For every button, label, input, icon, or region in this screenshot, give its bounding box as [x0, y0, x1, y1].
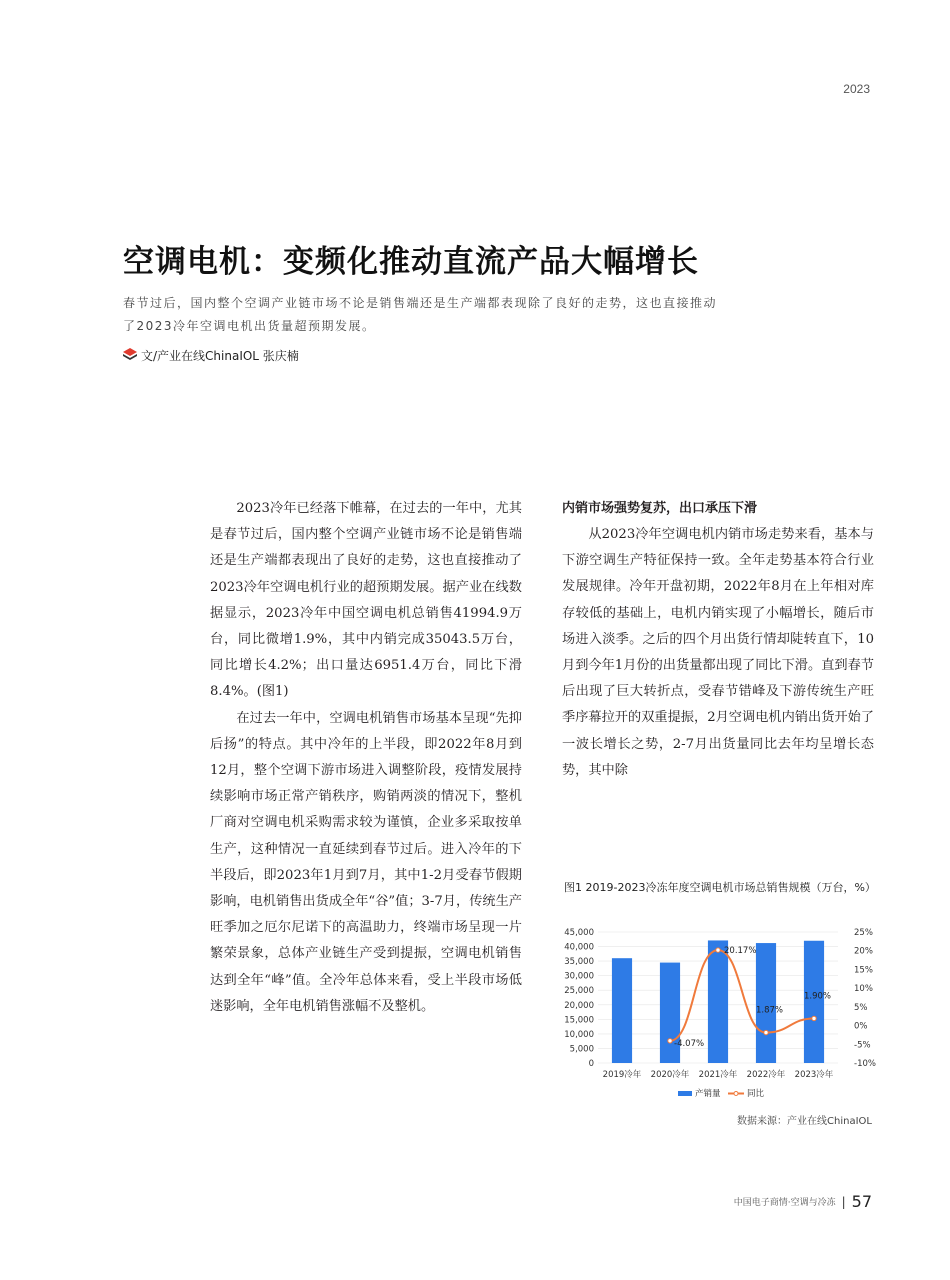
y-left-tick-label: 0	[588, 1059, 594, 1069]
line-point	[812, 1016, 816, 1020]
page-number: 57	[851, 1192, 872, 1211]
line-point	[764, 1030, 768, 1034]
bar	[804, 941, 824, 1063]
line-point	[668, 1039, 672, 1043]
paragraph: 在过去一年中，空调电机销售市场基本呈现“先抑后扬”的特点。其中冷年的上半段，即2022年8月到12月，整个空调下游市场进入调整阶段，疫情发展持续影响市场正常产销秩序，购销两淡的情况下，整机厂商对空调电机采购需求较为谨慎，企业多采取按单生产，这种情况一直延续到春节过后。进入冷年的下半段后，即2023年1月到7月，其中1-2月受春节假期影响，电机销售出货成全年“谷”值；3-7月，传统生产旺季加之厄尔尼诺下的高温助力，终端市场呈现一片繁荣景象，总体产业链生产受到提振，空调电机销售达到全年“峰”值。全冷年总体来看，受上半段市场低迷影响，全年电机销售涨幅不及整机。	[210, 710, 522, 1014]
y-left-tick-label: 20,000	[564, 1000, 594, 1011]
right-column	[562, 496, 874, 784]
data-label: 1.90%	[804, 991, 832, 1002]
y-right-tick-label: -5%	[854, 1040, 871, 1051]
article-title: 空调电机：变频化推动直流产品大幅增长	[123, 244, 699, 280]
line-point	[716, 948, 720, 952]
data-label: -4.07%	[674, 1038, 705, 1049]
y-right-tick-label: 0%	[854, 1021, 868, 1032]
data-label: 1.87%	[756, 1005, 784, 1016]
y-left-tick-label: 35,000	[564, 957, 594, 968]
legend-label: 同比	[747, 1089, 765, 1099]
y-left-tick-label: 15,000	[564, 1015, 594, 1026]
legend-label: 产销量	[695, 1089, 721, 1099]
y-left-tick-label: 40,000	[564, 942, 594, 953]
series-line-yoy	[670, 950, 814, 1041]
byline-text: 文/产业在线ChinaIOL 张庆楠	[141, 349, 299, 363]
paragraph: 2023冷年已经落下帷幕，在过去的一年中，尤其是春节过后，国内整个空调产业链市场不论是销售端还是生产端都表现出了良好的走势，这也直接推动了2023冷年空调电机行业的超预期发展。据产业在线数据显示，2023冷年中国空调电机总销售41994.9万台，同比微增1.9%，其中内销完成35043.5万台，同比增长4.2%；出口量达6951.4万台，同比下滑8.4%。(图1)	[210, 501, 522, 700]
y-left-tick-label: 5,000	[569, 1044, 594, 1055]
bar	[708, 940, 728, 1063]
paragraph: 从2023冷年空调电机内销市场走势来看，基本与下游空调生产特征保持一致。全年走势基本符合行业发展规律。冷年开盘初期，2022年8月在上年相对库存较低的基础上，电机内销实现了小幅增长，随后市场进入淡季。之后的四个月出货行情却陡转直下，10月到今年1月份的出货量都出现了同比下滑。直到春节后出现了巨大转折点，受春节错峰及下游传统生产旺季序幕拉开的双重提振，2月空调电机内销出货开始了一波长增长之势，2-7月出货量同比去年均呈增长态势，其中除	[562, 527, 874, 778]
byline	[123, 347, 299, 364]
y-left-tick-label: 10,000	[564, 1029, 594, 1040]
article-lead: 春节过后，国内整个空调产业链市场不论是销售端还是生产端都表现除了良好的走势，这也直接推动了2023冷年空调电机出货量超预期发展。	[123, 296, 718, 333]
y-left-tick-label: 25,000	[564, 986, 594, 997]
left-column	[210, 496, 522, 1020]
bar	[756, 943, 776, 1063]
y-right-tick-label: 15%	[854, 965, 873, 976]
y-right-tick-label: 25%	[854, 928, 873, 938]
footer-separator: |	[841, 1194, 846, 1209]
y-right-tick-label: -10%	[854, 1059, 876, 1069]
y-right-tick-label: 20%	[854, 946, 873, 957]
header-year: 2023	[843, 82, 870, 96]
sales-chart	[540, 918, 880, 1103]
legend-swatch-bar	[678, 1091, 692, 1096]
x-tick-label: 2022冷年	[746, 1070, 786, 1080]
figure-source: 数据来源：产业在线ChinaIOL	[737, 1116, 872, 1127]
section-heading: 内销市场强势复苏，出口承压下滑	[562, 501, 758, 516]
bar	[612, 958, 632, 1063]
y-left-tick-label: 30,000	[564, 971, 594, 982]
figure-caption: 图1 2019-2023冷冻年度空调电机市场总销售规模（万台，%）	[564, 881, 876, 894]
x-tick-label: 2020冷年	[650, 1070, 690, 1080]
publication-name: 中国电子商情·空调与冷冻	[733, 1198, 836, 1208]
x-tick-label: 2021冷年	[698, 1070, 738, 1080]
legend-swatch-point	[734, 1092, 738, 1096]
x-tick-label: 2019冷年	[602, 1070, 642, 1080]
x-tick-label: 2023冷年	[794, 1070, 834, 1080]
author-logo-icon	[123, 348, 137, 363]
data-label: 20.17%	[724, 946, 757, 957]
y-right-tick-label: 10%	[854, 984, 873, 995]
y-left-tick-label: 45,000	[564, 928, 594, 938]
y-right-tick-label: 5%	[854, 1002, 868, 1013]
page-footer	[734, 1192, 872, 1211]
